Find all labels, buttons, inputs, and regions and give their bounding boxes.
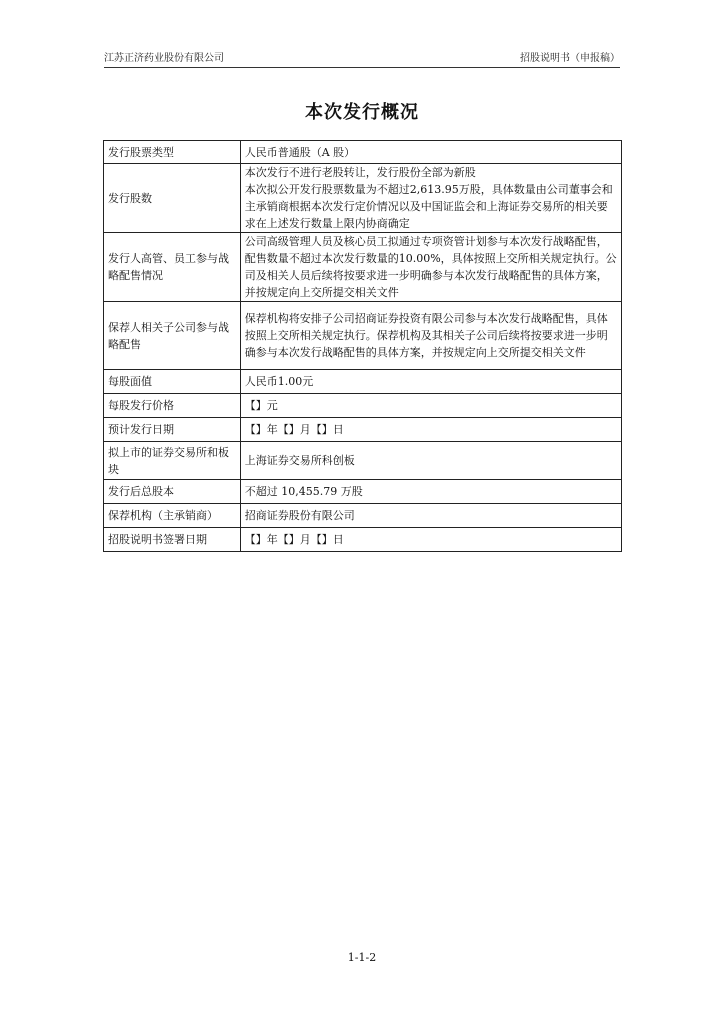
header-document-name: 招股说明书（申报稿） [520, 53, 620, 64]
table-row [104, 442, 622, 480]
header-company-name: 江苏正济药业股份有限公司 [104, 53, 224, 64]
row-value: 公司高级管理人员及核心员工拟通过专项资管计划参与本次发行战略配售，配售数量不超过本次发行数量的10.00%，具体按照上交所相关规定执行。公司及相关人员后续将按要求进一步明确参与本次发行战略配售的具体方案，并按规定向上交所提交相关文件 [240, 233, 621, 302]
row-label: 拟上市的证券交易所和板块 [104, 442, 241, 480]
table-row [104, 233, 622, 302]
row-label: 招股说明书签署日期 [104, 528, 241, 552]
row-value: 【】年【】月【】日 [240, 528, 621, 552]
table-row [104, 418, 622, 442]
table-row [104, 302, 622, 370]
row-label: 发行股票类型 [104, 141, 241, 164]
row-value: 【】元 [240, 394, 621, 418]
row-label: 预计发行日期 [104, 418, 241, 442]
header-rule [104, 67, 620, 68]
offering-overview-table [103, 140, 622, 552]
row-value: 不超过 10,455.79 万股 [240, 480, 621, 504]
row-label: 每股发行价格 [104, 394, 241, 418]
row-value: 人民币1.00元 [240, 370, 621, 394]
table-row [104, 141, 622, 164]
row-value: 本次发行不进行老股转让，发行股份全部为新股 本次拟公开发行股票数量为不超过2,613.95万股，具体数量由公司董事会和主承销商根据本次发行定价情况以及中国证监会和上海证券交易所的相关要求在上述发行数量上限内协商确定 [240, 164, 621, 233]
table-row [104, 528, 622, 552]
row-value: 保荐机构将安排子公司招商证券投资有限公司参与本次发行战略配售，具体按照上交所相关规定执行。保荐机构及其相关子公司后续将按要求进一步明确参与本次发行战略配售的具体方案，并按规定向上交所提交相关文件 [240, 302, 621, 370]
row-value: 招商证券股份有限公司 [240, 504, 621, 528]
table-row [104, 164, 622, 233]
table-row [104, 370, 622, 394]
row-label: 发行人高管、员工参与战略配售情况 [104, 233, 241, 302]
row-label: 发行后总股本 [104, 480, 241, 504]
row-value: 【】年【】月【】日 [240, 418, 621, 442]
row-value: 人民币普通股（A 股） [240, 141, 621, 164]
page-title: 本次发行概况 [305, 102, 419, 123]
table-row [104, 504, 622, 528]
table-row [104, 480, 622, 504]
row-label: 保荐机构（主承销商） [104, 504, 241, 528]
page-number: 1-1-2 [347, 951, 377, 964]
row-label: 保荐人相关子公司参与战略配售 [104, 302, 241, 370]
table-row [104, 394, 622, 418]
row-value: 上海证券交易所科创板 [240, 442, 621, 480]
row-label: 每股面值 [104, 370, 241, 394]
row-label: 发行股数 [104, 164, 241, 233]
page-header [104, 50, 620, 68]
